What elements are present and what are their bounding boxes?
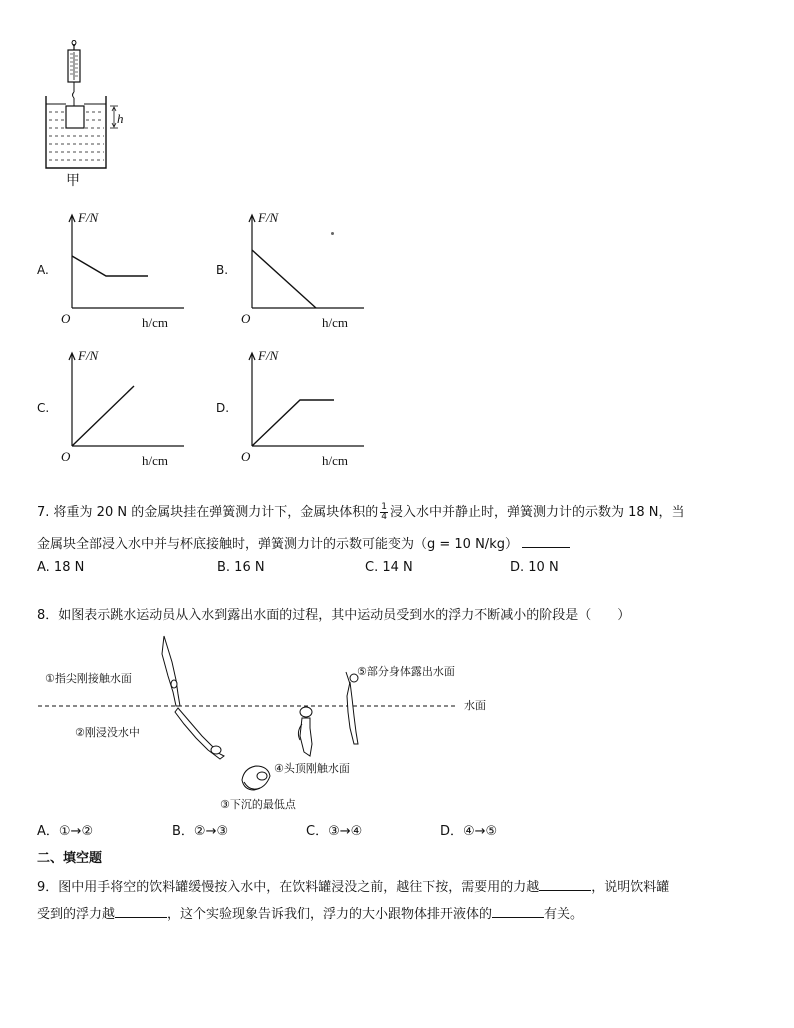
q7-frac-num: 1: [381, 502, 387, 512]
option-c-letter: C.: [37, 401, 50, 415]
graph-b-plot: [238, 210, 368, 332]
q9-line2: [37, 903, 583, 925]
diving-diagram: [30, 632, 510, 817]
option-b-letter: B.: [216, 263, 229, 277]
diver-stage-1: [162, 636, 180, 706]
graph-b-curve: [252, 250, 316, 308]
q8-option-c[interactable]: C．③→④: [306, 824, 363, 839]
q8-option-a[interactable]: A．①→②: [37, 824, 94, 839]
graph-a-y-label: F/N: [78, 210, 99, 225]
q7-text-part1: 7. 将重为 20 N 的金属块挂在弹簧测力计下，金属块体积的: [37, 505, 379, 520]
q8-option-d[interactable]: D．④→⑤: [440, 824, 498, 839]
q7-answer-blank[interactable]: [522, 533, 570, 548]
graph-d-x-label: h/cm: [322, 453, 348, 468]
q9-blank-3[interactable]: [492, 903, 544, 918]
option-a-letter: A.: [37, 263, 49, 277]
diver-stage-3: [242, 766, 270, 790]
q7-line2: [37, 533, 570, 555]
graph-a-curve: [72, 256, 148, 276]
q7-option-c[interactable]: C. 14 N: [365, 560, 413, 575]
graph-c-plot: [58, 348, 188, 470]
stray-dot: [331, 232, 334, 235]
graph-d-plot: [238, 348, 368, 470]
label-stage-5: ⑤部分身体露出水面: [357, 665, 455, 678]
figure-caption: 甲: [66, 173, 80, 189]
q8-option-b[interactable]: B．②→③: [172, 824, 229, 839]
graph-a-origin: O: [61, 311, 71, 326]
graph-b-y-label: F/N: [258, 210, 279, 225]
q9-blank-2[interactable]: [115, 903, 167, 918]
graph-d: [238, 348, 368, 470]
graph-a: [58, 210, 188, 332]
label-stage-1: ①指尖刚接触水面: [45, 672, 132, 685]
graph-c-origin: O: [61, 449, 71, 464]
graph-b: [238, 210, 368, 332]
label-stage-4: ④头顶刚触水面: [274, 762, 350, 775]
graph-a-x-label: h/cm: [142, 315, 168, 330]
q7-text-part2: 浸入水中并静止时，弹簧测力计的示数为 18 N，当: [389, 505, 685, 520]
graph-b-origin: O: [241, 311, 251, 326]
graph-c: [58, 348, 188, 470]
q7-fraction: [380, 503, 388, 522]
q7-option-b[interactable]: B. 16 N: [217, 560, 265, 575]
label-stage-2: ②刚浸没水中: [75, 726, 140, 739]
q7-option-a[interactable]: A. 18 N: [37, 560, 85, 575]
graph-d-curve: [252, 400, 334, 446]
q7-text-line2: 金属块全部浸入水中并与杯底接触时，弹簧测力计的示数可能变为（g = 10 N/kg）: [37, 537, 518, 552]
q9-blank-1[interactable]: [539, 876, 591, 891]
graph-d-origin: O: [241, 449, 251, 464]
graph-c-x-label: h/cm: [142, 453, 168, 468]
q7-line1: [37, 503, 684, 523]
graph-d-y-label: F/N: [258, 348, 279, 363]
q9-text-p4: ，这个实验现象告诉我们，浮力的大小跟物体排开液体的: [167, 907, 493, 922]
q8-question: 8．如图表示跳水运动员从入水到露出水面的过程，其中运动员受到水的浮力不断减小的阶段是（ ）: [37, 608, 631, 623]
spring-scale-beaker-drawing: [40, 40, 140, 190]
diver-stage-2: [175, 708, 224, 759]
graph-c-y-label: F/N: [78, 348, 99, 363]
q7-option-d[interactable]: D. 10 N: [510, 560, 559, 575]
diver-stage-4: [298, 707, 312, 756]
option-d-letter: D.: [216, 401, 230, 415]
graph-a-plot: [58, 210, 188, 332]
label-stage-3: ③下沉的最低点: [220, 798, 296, 811]
section-title-fill-in: 二、填空题: [37, 851, 103, 866]
q9-text-p5: 有关。: [544, 907, 584, 922]
q9-text-p1: 9．图中用手将空的饮料罐缓慢按入水中，在饮料罐浸没之前，越往下按，需要用的力越: [37, 880, 540, 895]
figure-jia: [40, 40, 140, 190]
graph-b-x-label: h/cm: [322, 315, 348, 330]
diver-stage-5: [346, 672, 358, 744]
q7-frac-den: 4: [381, 512, 387, 522]
q9-text-p3: 受到的浮力越: [37, 907, 116, 922]
q9-text-p2: ，说明饮料罐: [591, 880, 670, 895]
label-water-surface: 水面: [464, 699, 486, 712]
graph-c-curve: [72, 386, 134, 446]
q9-line1: [37, 876, 669, 898]
h-label: h: [117, 111, 124, 126]
